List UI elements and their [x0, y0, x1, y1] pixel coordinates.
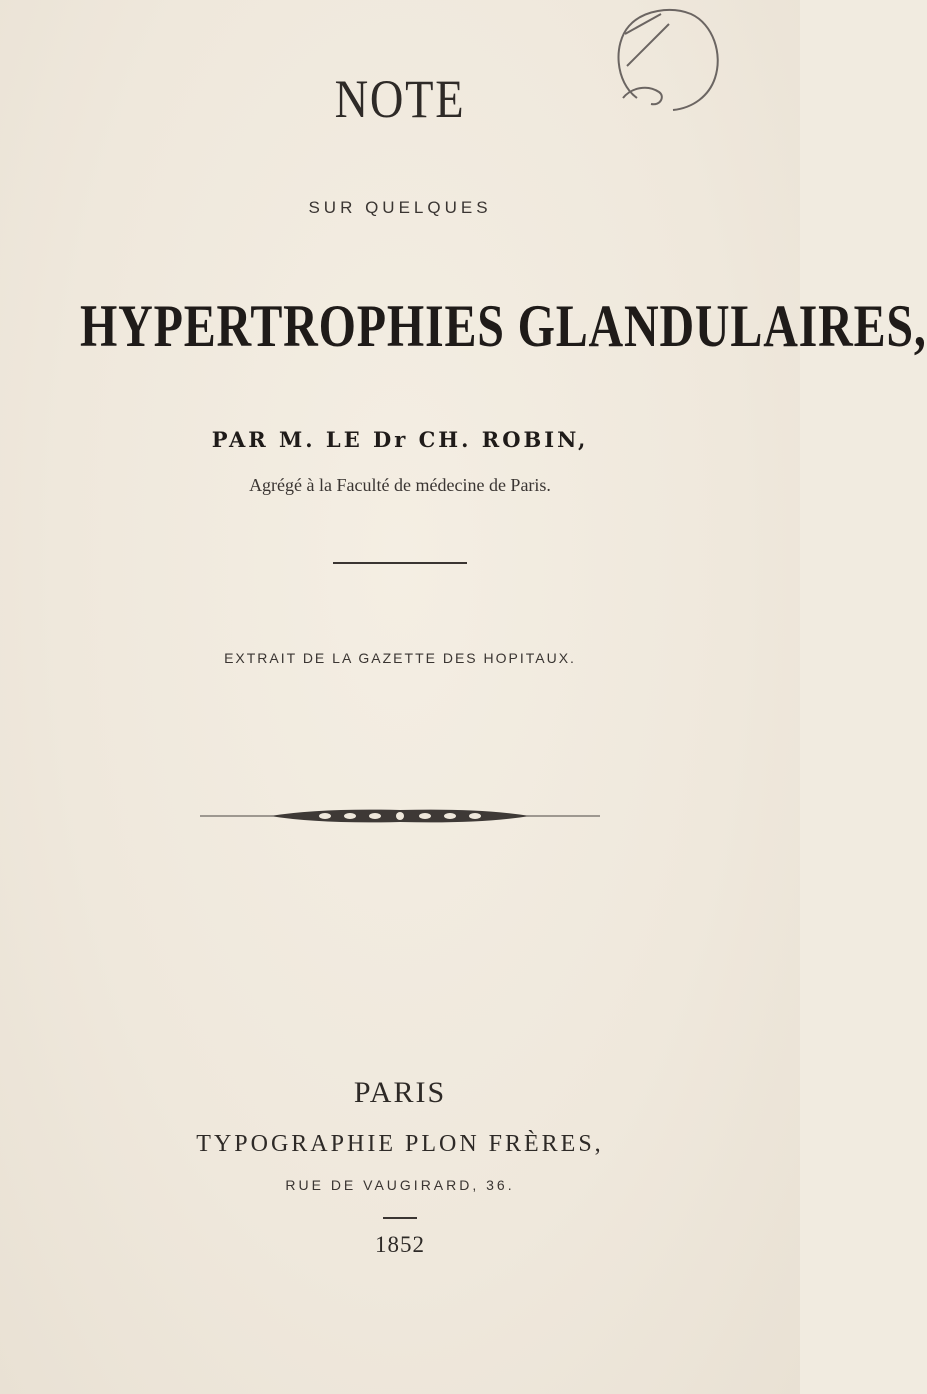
author-line: PAR M. LE Dr CH. ROBIN,: [211, 427, 589, 452]
subheading: SUR QUELQUES: [308, 198, 492, 217]
ornamental-rule: [200, 806, 600, 826]
divider-rule: [333, 562, 467, 564]
author-affiliation: Agrégé à la Faculté de médecine de Paris.: [249, 475, 551, 495]
short-divider: [383, 1217, 417, 1219]
printer-address: RUE DE VAUGIRARD, 36.: [285, 1177, 515, 1193]
publication-year: 1852: [375, 1232, 425, 1257]
printer-name: TYPOGRAPHIE PLON FRÈRES,: [196, 1131, 604, 1157]
heading: NOTE: [334, 69, 466, 129]
extract-note: EXTRAIT DE LA GAZETTE DES HOPITAUX.: [224, 650, 576, 666]
publication-city: PARIS: [353, 1076, 447, 1109]
document-title: HYPERTROPHIES GLANDULAIRES,: [80, 293, 927, 359]
